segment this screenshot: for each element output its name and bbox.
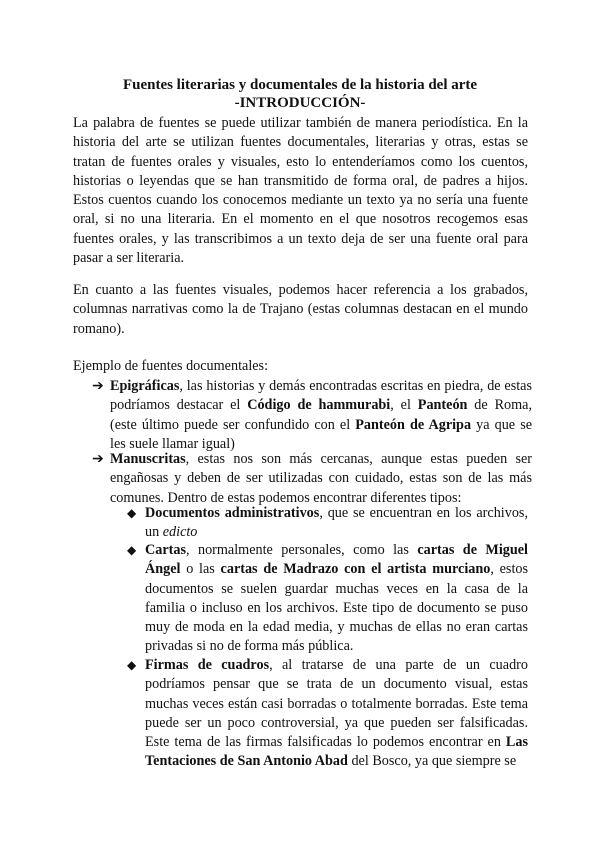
term-tentaciones-san-antonio: Las Tentaciones de San Antonio Abad bbox=[145, 734, 528, 770]
text-fragment: , las historias y demás encontradas escritas en piedra, de estas podríamos destacar el bbox=[110, 378, 532, 414]
term-panteon-agripa: Panteón de Agripa bbox=[355, 416, 472, 433]
sub-item-documentos-administrativos bbox=[127, 504, 528, 543]
term-codigo-hammurabi: Código de hammurabi bbox=[247, 397, 391, 414]
term-edicto: edicto bbox=[162, 524, 198, 541]
text-fragment: ya que se les suele llamar igual) bbox=[110, 416, 533, 452]
diamond-bullet-icon: ◆ bbox=[127, 506, 137, 520]
diamond-bullet-icon: ◆ bbox=[127, 543, 137, 557]
list-item-epigraficas bbox=[92, 377, 532, 454]
document-title: Fuentes literarias y documentales de la historia del arte bbox=[122, 77, 478, 93]
documentary-examples-heading: Ejemplo de fuentes documentales: bbox=[73, 358, 269, 374]
term-firmas-de-cuadros: Firmas de cuadros bbox=[145, 657, 270, 673]
arrow-bullet-icon: ➔ bbox=[92, 452, 104, 467]
text-fragment: , normalmente personales, como las bbox=[185, 542, 418, 558]
text-fragment: del Bosco, ya que siempre se bbox=[347, 753, 517, 770]
sub-item-text bbox=[145, 656, 528, 772]
list-item-text bbox=[110, 377, 532, 454]
sub-item-firmas-de-cuadros bbox=[127, 656, 528, 772]
term-manuscritas: Manuscritas bbox=[110, 451, 186, 467]
text-fragment: , estas nos son más cercanas, aunque estas pueden ser engañosas y deben de ser utilizadas con cuidado, estas son de las más comunes. Dentro de estas podemos encontrar diferentes tipos: bbox=[110, 451, 532, 506]
text-fragment: o las bbox=[180, 561, 221, 578]
term-cartas: Cartas bbox=[145, 542, 186, 558]
term-cartas-madrazo: cartas de Madrazo con el artista murciano bbox=[220, 561, 491, 578]
text-fragment: , al tratarse de una parte de un cuadro podríamos pensar que se trata de un documento visual, estas muchas veces están casi borradas o totalmente borradas. Este tema puede ser un poco controversial, ya que pueden ser falsificadas. Este tema de las firmas falsificadas lo podemos encontrar en bbox=[145, 657, 528, 751]
term-cartas-miguel-angel: cartas de Miguel Ángel bbox=[145, 542, 528, 578]
list-item-text bbox=[110, 450, 532, 508]
visual-sources-paragraph: En cuanto a las fuentes visuales, podemos hacer referencia a los grabados, columnas narrativas como la de Trajano (estas columnas destacan en el mundo romano). bbox=[73, 282, 528, 337]
term-epigraficas: Epigráficas bbox=[110, 378, 180, 394]
term-documentos-administrativos: Documentos administrativos bbox=[145, 505, 320, 521]
text-fragment: , que se encuentran en los archivos, un bbox=[145, 505, 528, 541]
text-fragment: , estos documentos se suelen guardar muchas veces en la casa de la familia o incluso en los archivos. Este tipo de documento se puso muy de moda en la edad media, y muchas de ellas no eran cartas privadas si no de forma más pública. bbox=[145, 561, 529, 655]
sub-item-text bbox=[145, 504, 528, 543]
sub-item-cartas bbox=[127, 541, 528, 657]
document-subtitle: -INTRODUCCIÓN- bbox=[234, 95, 366, 111]
term-panteon: Panteón bbox=[417, 397, 468, 414]
sub-item-text bbox=[145, 541, 528, 657]
text-fragment: , el bbox=[390, 397, 418, 414]
arrow-bullet-icon: ➔ bbox=[92, 379, 104, 394]
diamond-bullet-icon: ◆ bbox=[127, 658, 137, 672]
list-item-manuscritas bbox=[92, 450, 532, 508]
text-fragment: de Roma, (este último puede ser confundido con el bbox=[110, 397, 533, 433]
intro-paragraph: La palabra de fuentes se puede utilizar también de manera periodística. En la historia del arte se utilizan fuentes documentales, literarias y otras, estas se tratan de fuentes orales y visuales, esto lo entenderíamos como los cuentos, historias o leyendas que se han transmitido de forma oral, de padres a hijos. Estos cuentos cuando los conocemos mediante un texto ya no sería una fuente oral, si no una literaria. En el momento en el que nosotros recogemos esas fuentes orales, y las transcribimos a un texto deja de ser una fuente oral para pasar a ser literaria. bbox=[73, 115, 528, 267]
